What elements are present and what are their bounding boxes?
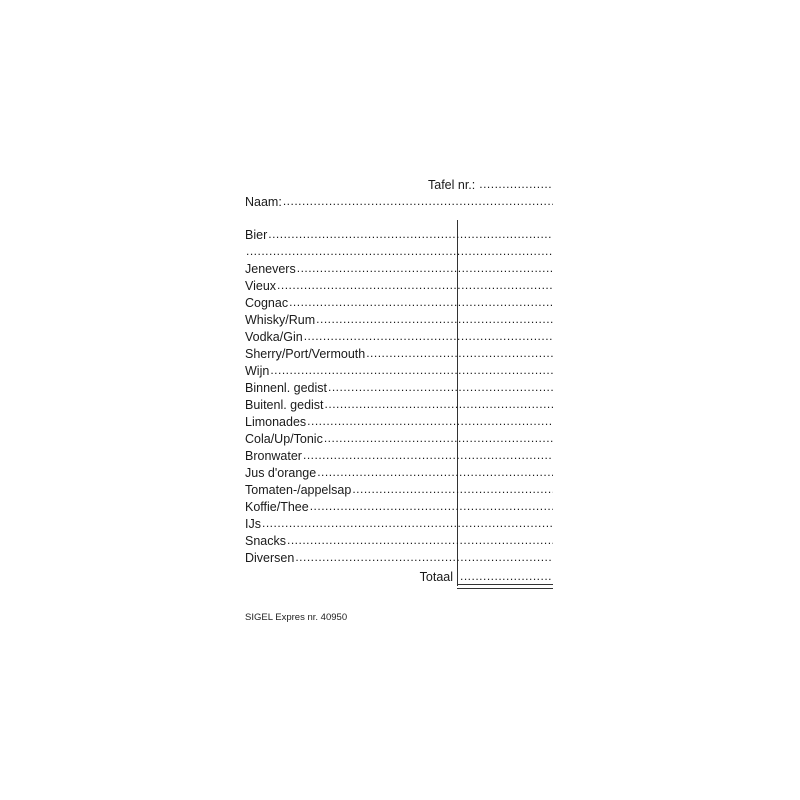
dotted-line — [316, 313, 553, 325]
list-item[interactable] — [245, 360, 553, 377]
dotted-line — [277, 279, 553, 291]
list-item[interactable] — [245, 377, 553, 394]
item-label: Jenevers — [245, 261, 296, 276]
item-label: Vieux — [245, 278, 277, 293]
item-label: Cola/Up/Tonic — [245, 431, 323, 446]
item-label: Binnenl. gedist — [245, 380, 328, 395]
dotted-line — [268, 228, 553, 240]
list-item[interactable] — [245, 428, 553, 445]
list-item[interactable] — [245, 275, 553, 292]
item-label: Limonades — [245, 414, 307, 429]
total-double-underline — [457, 584, 553, 589]
item-label: Bronwater — [245, 448, 302, 463]
list-item[interactable] — [245, 462, 553, 479]
total-dotted-line — [457, 570, 553, 582]
item-label: Wijn — [245, 363, 270, 378]
list-item[interactable] — [245, 343, 553, 360]
dotted-line — [310, 500, 553, 512]
list-item[interactable] — [245, 411, 553, 428]
item-label: Jus d'orange — [245, 465, 317, 480]
item-label: Diversen — [245, 550, 295, 565]
dotted-line — [270, 364, 553, 376]
table-number-dotted-line — [479, 178, 553, 190]
dotted-line — [325, 398, 553, 410]
dotted-line — [366, 347, 553, 359]
list-item[interactable] — [245, 394, 553, 411]
dotted-line — [287, 534, 553, 546]
list-item[interactable] — [245, 258, 553, 275]
list-item[interactable] — [245, 224, 553, 241]
dotted-line — [317, 466, 553, 478]
item-label: Snacks — [245, 533, 286, 548]
dotted-line — [307, 415, 553, 427]
dotted-line — [289, 296, 553, 308]
dotted-line — [352, 483, 553, 495]
table-number-field[interactable] — [428, 174, 553, 191]
footer-product-code: SIGEL Expres nr. 40950 — [245, 612, 348, 623]
item-label: IJs — [245, 516, 261, 531]
list-item[interactable] — [245, 241, 553, 258]
total-field[interactable] — [245, 566, 553, 583]
order-form — [245, 170, 553, 600]
list-item[interactable] — [245, 479, 553, 496]
list-item[interactable] — [245, 445, 553, 462]
name-field[interactable] — [245, 191, 553, 208]
item-label: Whisky/Rum — [245, 312, 316, 327]
list-item[interactable] — [245, 309, 553, 326]
list-item[interactable] — [245, 513, 553, 530]
item-label: Vodka/Gin — [245, 329, 303, 344]
dotted-line — [246, 245, 553, 257]
item-label: Sherry/Port/Vermouth — [245, 346, 366, 361]
dotted-line — [303, 449, 553, 461]
dotted-line — [297, 262, 553, 274]
name-label: Naam: — [245, 194, 282, 209]
list-item[interactable] — [245, 547, 553, 564]
total-label: Totaal — [419, 569, 453, 584]
item-label: Buitenl. gedist — [245, 397, 324, 412]
dotted-line — [262, 517, 553, 529]
item-label: Cognac — [245, 295, 289, 310]
name-dotted-line — [283, 195, 553, 207]
list-item[interactable] — [245, 496, 553, 513]
item-label: Tomaten-/appelsap — [245, 482, 352, 497]
table-number-label: Tafel nr.: — [428, 177, 476, 192]
item-label: Bier — [245, 227, 268, 242]
list-item[interactable] — [245, 326, 553, 343]
list-item[interactable] — [245, 530, 553, 547]
dotted-line — [324, 432, 553, 444]
dotted-line — [328, 381, 553, 393]
list-item[interactable] — [245, 292, 553, 309]
dotted-line — [304, 330, 553, 342]
item-label: Koffie/Thee — [245, 499, 309, 514]
dotted-line — [295, 551, 553, 563]
